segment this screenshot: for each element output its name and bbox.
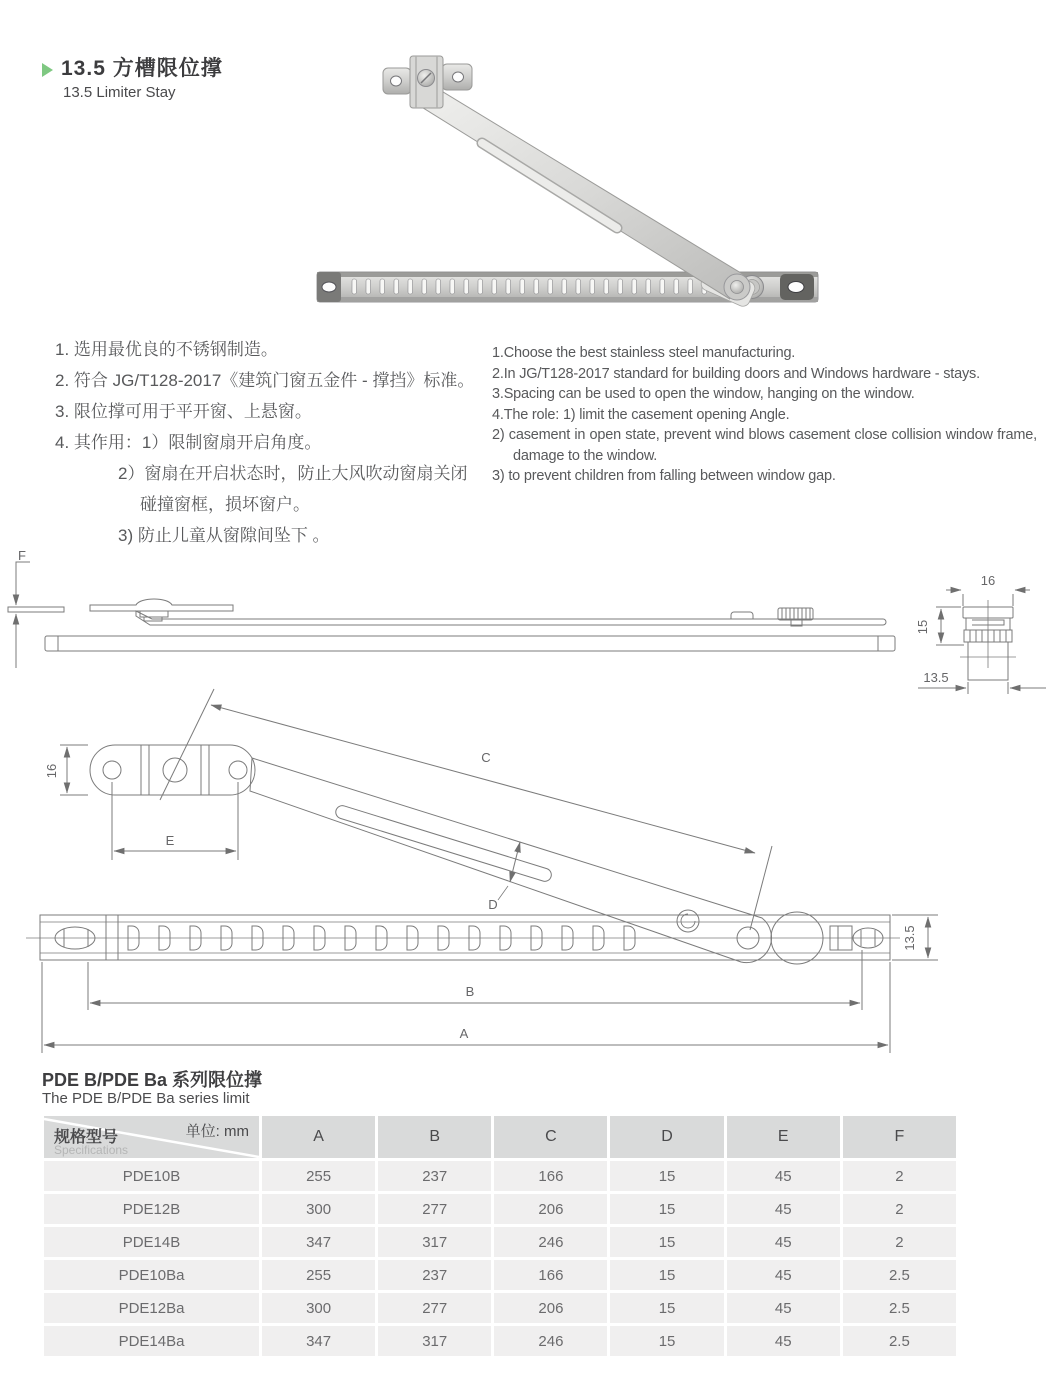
value-cell: 237 (378, 1260, 491, 1290)
value-cell: 45 (727, 1293, 840, 1323)
series-title-cn: PDE B/PDE Ba 系列限位撑 (42, 1070, 263, 1090)
model-cell: PDE14B (44, 1227, 259, 1257)
value-cell: 255 (262, 1161, 375, 1191)
value-cell: 206 (494, 1293, 607, 1323)
table-unit-label: 单位: mm (185, 1123, 249, 1140)
page-title-en: 13.5 Limiter Stay (63, 84, 176, 101)
value-cell: 300 (262, 1293, 375, 1323)
value-cell: 15 (610, 1161, 723, 1191)
value-cell: 347 (262, 1326, 375, 1356)
dim-label-c: C (481, 750, 491, 765)
feature-cn-line: 1. 选用最优良的不锈钢制造。 (55, 340, 278, 359)
feature-en-line: 2.In JG/T128-2017 standard for building doors and Windows hardware - stays. (492, 365, 980, 382)
value-cell: 166 (494, 1260, 607, 1290)
feature-en-line: 4.The role: 1) limit the casement opening Angle. (492, 406, 790, 423)
value-cell: 246 (494, 1326, 607, 1356)
spec-table (44, 1116, 956, 1356)
dim-label-b: B (465, 984, 475, 999)
feature-cn-line: 4. 其作用：1）限制窗扇开启角度。 (55, 433, 322, 452)
value-cell: 2.5 (843, 1260, 956, 1290)
feature-cn-line: 3. 限位撑可用于平开窗、上悬窗。 (55, 402, 312, 421)
table-spec-label-en: Specifications (54, 1143, 129, 1157)
model-cell: PDE10B (44, 1161, 259, 1191)
value-cell: 2 (843, 1227, 956, 1257)
value-cell: 237 (378, 1161, 491, 1191)
feature-en-line: 1.Choose the best stainless steel manufacturing. (492, 345, 796, 361)
feature-cn-line: 2）窗扇在开启状态时，防止大风吹动窗扇关闭 (118, 464, 468, 483)
dim-label-d: D (488, 897, 498, 912)
value-cell: 45 (727, 1227, 840, 1257)
dim-label-16-end: 16 (980, 573, 996, 588)
table-corner-cell (44, 1116, 259, 1158)
value-cell: 2 (843, 1194, 956, 1224)
green-arrow-icon (42, 63, 53, 77)
model-cell: PDE10Ba (44, 1260, 259, 1290)
value-cell: 2.5 (843, 1326, 956, 1356)
value-cell: 45 (727, 1194, 840, 1224)
feature-cn-line: 2. 符合 JG/T128-2017《建筑门窗五金件 - 撑挡》标准。 (55, 371, 475, 390)
value-cell: 277 (378, 1293, 491, 1323)
value-cell: 317 (378, 1326, 491, 1356)
dim-label-15: 15 (915, 619, 930, 635)
value-cell: 2.5 (843, 1293, 956, 1323)
feature-en-line: 2) casement in open state, prevent wind blows casement close collision window frame, damage to the window. (492, 427, 1037, 464)
feature-en-line: 3.Spacing can be used to open the window, hanging on the window. (492, 386, 915, 402)
technical-drawing (0, 548, 1059, 1060)
feature-cn-line: 碰撞窗框，损坏窗户。 (140, 495, 310, 514)
value-cell: 15 (610, 1293, 723, 1323)
value-cell: 15 (610, 1260, 723, 1290)
dim-label-13-5-end: 13.5 (923, 670, 949, 685)
page-title-cn: 13.5 方槽限位撑 (61, 57, 223, 80)
value-cell: 45 (727, 1161, 840, 1191)
feature-cn-line: 3) 防止儿童从窗隙间坠下 。 (118, 526, 330, 545)
value-cell: 277 (378, 1194, 491, 1224)
product-photo (282, 38, 842, 318)
value-cell: 15 (610, 1194, 723, 1224)
column-header: B (378, 1116, 491, 1158)
value-cell: 300 (262, 1194, 375, 1224)
value-cell: 45 (727, 1326, 840, 1356)
value-cell: 347 (262, 1227, 375, 1257)
model-cell: PDE12Ba (44, 1293, 259, 1323)
value-cell: 166 (494, 1161, 607, 1191)
value-cell: 45 (727, 1260, 840, 1290)
series-title-en: The PDE B/PDE Ba series limit (42, 1090, 250, 1107)
feature-list-cn (55, 334, 500, 551)
feature-list-en (492, 343, 1037, 487)
dim-label-13-5-rail: 13.5 (902, 925, 917, 951)
dim-label-e: E (165, 833, 175, 848)
column-header: E (727, 1116, 840, 1158)
value-cell: 255 (262, 1260, 375, 1290)
value-cell: 2 (843, 1161, 956, 1191)
column-header: F (843, 1116, 956, 1158)
dim-label-16-bracket: 16 (44, 763, 59, 779)
feature-en-line: 3) to prevent children from falling between window gap. (492, 468, 836, 484)
value-cell: 15 (610, 1326, 723, 1356)
value-cell: 246 (494, 1227, 607, 1257)
model-cell: PDE14Ba (44, 1326, 259, 1356)
dim-label-a: A (459, 1026, 469, 1041)
value-cell: 15 (610, 1227, 723, 1257)
column-header: D (610, 1116, 723, 1158)
dim-label-f: F (18, 548, 26, 563)
value-cell: 317 (378, 1227, 491, 1257)
model-cell: PDE12B (44, 1194, 259, 1224)
table-spec-label-cn: 规格型号 (54, 1129, 119, 1146)
value-cell: 206 (494, 1194, 607, 1224)
column-header: A (262, 1116, 375, 1158)
column-header: C (494, 1116, 607, 1158)
